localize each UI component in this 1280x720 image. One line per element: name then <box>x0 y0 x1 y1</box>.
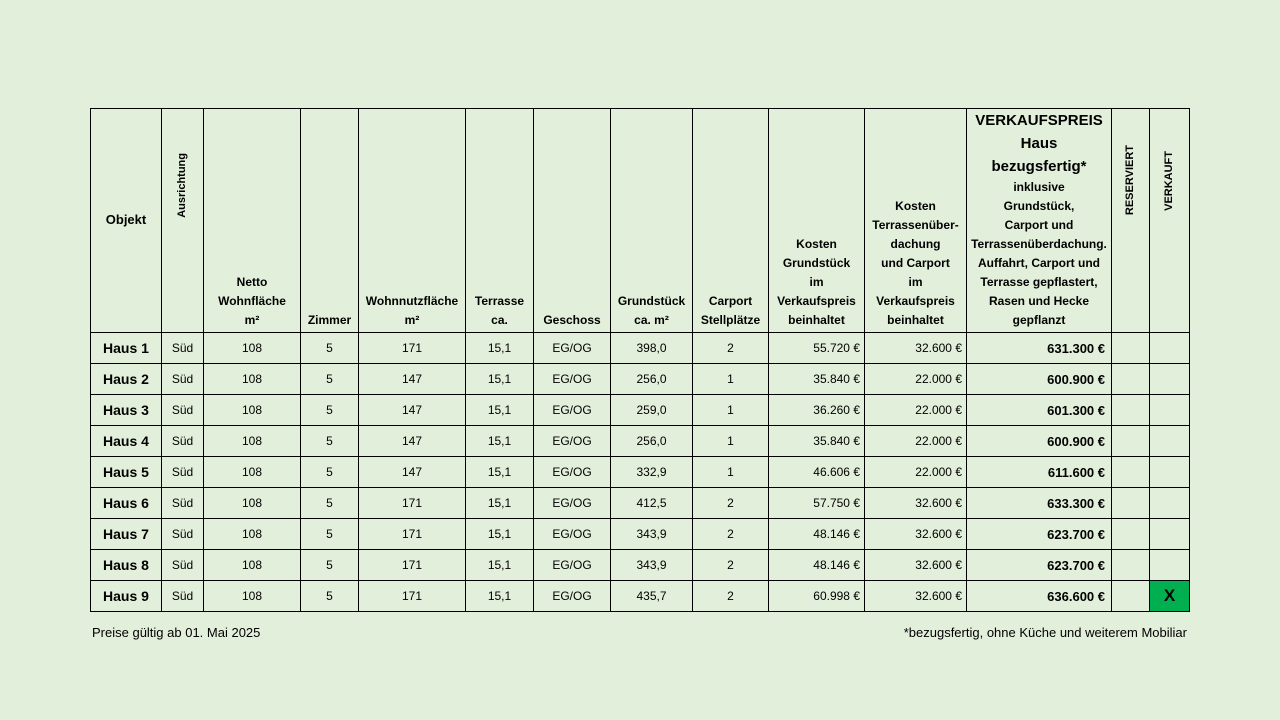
cell-floors: EG/OG <box>534 550 611 581</box>
header-usable-area-line: Wohnnutzfläche <box>365 294 459 308</box>
header-reserved <box>1112 109 1150 333</box>
price-table <box>90 108 1190 612</box>
cell-carport: 1 <box>693 426 769 457</box>
cell-object: Haus 2 <box>91 364 162 395</box>
cell-rooms: 5 <box>301 395 359 426</box>
price-validity-note: Preise gültig ab 01. Mai 2025 <box>92 625 261 640</box>
cell-terrace: 15,1 <box>466 519 534 550</box>
header-net-area <box>204 109 301 333</box>
cell-sale-price: 631.300 € <box>967 333 1112 364</box>
header-terrace-line: ca. <box>491 313 508 327</box>
header-sale-price-title: VERKAUFSPREIS <box>975 112 1103 129</box>
header-plot-line: Grundstück <box>617 294 686 308</box>
cell-net-area: 108 <box>204 426 301 457</box>
cell-sold <box>1150 550 1190 581</box>
cell-reserved <box>1112 364 1150 395</box>
cell-orientation: Süd <box>162 364 204 395</box>
cell-usable-area: 147 <box>359 364 466 395</box>
cell-floors: EG/OG <box>534 395 611 426</box>
cell-reserved <box>1112 457 1150 488</box>
cell-carport: 2 <box>693 581 769 612</box>
cell-object: Haus 7 <box>91 519 162 550</box>
cell-rooms: 5 <box>301 550 359 581</box>
cell-floors: EG/OG <box>534 426 611 457</box>
header-sold-label: VERKAUFT <box>1163 150 1175 211</box>
header-plot-cost-line: Kosten <box>796 237 837 251</box>
cell-terrace: 15,1 <box>466 550 534 581</box>
header-plot-cost <box>769 109 865 333</box>
cell-plot-cost: 60.998 € <box>769 581 865 612</box>
cell-net-area: 108 <box>204 550 301 581</box>
cell-terrace-cost: 32.600 € <box>865 488 967 519</box>
cell-floors: EG/OG <box>534 488 611 519</box>
header-plot-cost-line: Verkaufspreis <box>777 294 856 308</box>
header-floors: Geschoss <box>534 109 611 333</box>
cell-sale-price: 623.700 € <box>967 550 1112 581</box>
cell-plot: 343,9 <box>611 519 693 550</box>
cell-rooms: 5 <box>301 581 359 612</box>
cell-terrace: 15,1 <box>466 395 534 426</box>
cell-carport: 2 <box>693 488 769 519</box>
cell-usable-area: 147 <box>359 395 466 426</box>
header-net-area-line: Netto <box>236 275 268 289</box>
cell-sold <box>1150 364 1190 395</box>
cell-object: Haus 9 <box>91 581 162 612</box>
cell-usable-area: 171 <box>359 333 466 364</box>
cell-usable-area: 171 <box>359 519 466 550</box>
cell-terrace: 15,1 <box>466 364 534 395</box>
cell-terrace-cost: 32.600 € <box>865 550 967 581</box>
header-carport-line: Stellplätze <box>700 313 761 327</box>
cell-net-area: 108 <box>204 581 301 612</box>
table-body <box>91 333 1190 612</box>
cell-plot: 256,0 <box>611 426 693 457</box>
header-carport <box>693 109 769 333</box>
header-terrace-cost-line: Kosten <box>895 199 936 213</box>
table-row <box>91 333 1190 364</box>
header-terrace-cost-line: beinhaltet <box>887 313 944 327</box>
cell-carport: 1 <box>693 457 769 488</box>
header-plot-cost-line: beinhaltet <box>788 313 845 327</box>
cell-terrace: 15,1 <box>466 457 534 488</box>
cell-sale-price: 600.900 € <box>967 364 1112 395</box>
header-terrace-cost-line: Terrassenüber- <box>872 218 959 232</box>
cell-rooms: 5 <box>301 488 359 519</box>
cell-reserved <box>1112 519 1150 550</box>
header-terrace-cost-line: dachung <box>890 237 941 251</box>
cell-sale-price: 611.600 € <box>967 457 1112 488</box>
cell-plot: 398,0 <box>611 333 693 364</box>
cell-object: Haus 1 <box>91 333 162 364</box>
header-net-area-line: m² <box>244 313 260 327</box>
cell-object: Haus 4 <box>91 426 162 457</box>
cell-sale-price: 636.600 € <box>967 581 1112 612</box>
header-orientation-label: Ausrichtung <box>176 153 188 218</box>
cell-carport: 2 <box>693 550 769 581</box>
cell-plot-cost: 57.750 € <box>769 488 865 519</box>
cell-reserved <box>1112 426 1150 457</box>
header-orientation <box>162 109 204 333</box>
cell-terrace-cost: 22.000 € <box>865 426 967 457</box>
header-object: Objekt <box>91 109 162 333</box>
cell-object: Haus 8 <box>91 550 162 581</box>
cell-terrace: 15,1 <box>466 581 534 612</box>
header-sale-price-detail: inklusive <box>1013 180 1065 194</box>
cell-orientation: Süd <box>162 488 204 519</box>
cell-plot: 332,9 <box>611 457 693 488</box>
header-terrace-cost <box>865 109 967 333</box>
cell-net-area: 108 <box>204 457 301 488</box>
header-sale-price-detail: gepflanzt <box>1012 313 1066 327</box>
cell-sold <box>1150 519 1190 550</box>
cell-sold-marker: X <box>1150 581 1190 612</box>
header-plot-cost-line: im <box>809 275 824 289</box>
cell-plot-cost: 35.840 € <box>769 364 865 395</box>
cell-net-area: 108 <box>204 519 301 550</box>
header-terrace-line: Terrasse <box>474 294 525 308</box>
cell-carport: 1 <box>693 395 769 426</box>
cell-usable-area: 171 <box>359 488 466 519</box>
header-usable-area-line: m² <box>404 313 420 327</box>
cell-sold <box>1150 488 1190 519</box>
cell-rooms: 5 <box>301 364 359 395</box>
cell-sold <box>1150 457 1190 488</box>
header-plot <box>611 109 693 333</box>
table-row <box>91 457 1190 488</box>
cell-floors: EG/OG <box>534 457 611 488</box>
header-sale-price-detail: Auffahrt, Carport und <box>978 256 1100 270</box>
cell-orientation: Süd <box>162 519 204 550</box>
cell-net-area: 108 <box>204 488 301 519</box>
header-sold <box>1150 109 1190 333</box>
header-sale-price-detail: Rasen und Hecke <box>988 294 1090 308</box>
cell-orientation: Süd <box>162 426 204 457</box>
cell-carport: 1 <box>693 364 769 395</box>
cell-usable-area: 147 <box>359 457 466 488</box>
cell-orientation: Süd <box>162 550 204 581</box>
cell-object: Haus 5 <box>91 457 162 488</box>
cell-net-area: 108 <box>204 364 301 395</box>
cell-plot: 435,7 <box>611 581 693 612</box>
cell-rooms: 5 <box>301 519 359 550</box>
cell-terrace-cost: 32.600 € <box>865 333 967 364</box>
cell-plot-cost: 48.146 € <box>769 550 865 581</box>
cell-orientation: Süd <box>162 581 204 612</box>
header-plot-cost-line: Grundstück <box>782 256 851 270</box>
cell-sold <box>1150 426 1190 457</box>
cell-terrace: 15,1 <box>466 333 534 364</box>
header-net-area-line: Wohnfläche <box>218 294 286 308</box>
cell-usable-area: 171 <box>359 550 466 581</box>
header-sale-price-detail: Terrasse gepflastert, <box>980 275 1098 289</box>
header-usable-area <box>359 109 466 333</box>
table-row <box>91 488 1190 519</box>
header-sale-price-title: Haus <box>1020 135 1058 152</box>
cell-usable-area: 171 <box>359 581 466 612</box>
cell-terrace-cost: 32.600 € <box>865 581 967 612</box>
cell-rooms: 5 <box>301 457 359 488</box>
cell-terrace-cost: 32.600 € <box>865 519 967 550</box>
cell-sale-price: 601.300 € <box>967 395 1112 426</box>
header-terrace-cost-line: und Carport <box>881 256 950 270</box>
cell-orientation: Süd <box>162 333 204 364</box>
header-terrace <box>466 109 534 333</box>
table-row <box>91 550 1190 581</box>
cell-plot: 412,5 <box>611 488 693 519</box>
cell-sold <box>1150 395 1190 426</box>
header-sale-price <box>967 109 1112 333</box>
cell-carport: 2 <box>693 333 769 364</box>
cell-object: Haus 6 <box>91 488 162 519</box>
cell-sale-price: 623.700 € <box>967 519 1112 550</box>
header-reserved-label: RESERVIERT <box>1124 145 1136 216</box>
cell-rooms: 5 <box>301 333 359 364</box>
cell-plot-cost: 55.720 € <box>769 333 865 364</box>
header-sale-price-title: bezugsfertig* <box>991 158 1087 175</box>
cell-floors: EG/OG <box>534 519 611 550</box>
cell-reserved <box>1112 550 1150 581</box>
cell-reserved <box>1112 488 1150 519</box>
header-terrace-cost-line: Verkaufspreis <box>876 294 955 308</box>
cell-plot: 343,9 <box>611 550 693 581</box>
cell-floors: EG/OG <box>534 581 611 612</box>
table-row <box>91 581 1190 612</box>
cell-orientation: Süd <box>162 395 204 426</box>
header-plot-line: ca. m² <box>634 313 669 327</box>
cell-floors: EG/OG <box>534 333 611 364</box>
cell-orientation: Süd <box>162 457 204 488</box>
cell-plot-cost: 36.260 € <box>769 395 865 426</box>
table-row <box>91 426 1190 457</box>
table-row <box>91 395 1190 426</box>
cell-terrace: 15,1 <box>466 488 534 519</box>
cell-plot-cost: 46.606 € <box>769 457 865 488</box>
cell-plot-cost: 48.146 € <box>769 519 865 550</box>
cell-carport: 2 <box>693 519 769 550</box>
cell-terrace: 15,1 <box>466 426 534 457</box>
header-rooms: Zimmer <box>301 109 359 333</box>
cell-sale-price: 633.300 € <box>967 488 1112 519</box>
cell-plot: 259,0 <box>611 395 693 426</box>
cell-terrace-cost: 22.000 € <box>865 457 967 488</box>
cell-reserved <box>1112 333 1150 364</box>
cell-rooms: 5 <box>301 426 359 457</box>
cell-net-area: 108 <box>204 333 301 364</box>
cell-object: Haus 3 <box>91 395 162 426</box>
cell-reserved <box>1112 395 1150 426</box>
header-sale-price-detail: Terrassenüberdachung. <box>971 237 1107 251</box>
header-terrace-cost-line: im <box>908 275 923 289</box>
cell-plot-cost: 35.840 € <box>769 426 865 457</box>
cell-floors: EG/OG <box>534 364 611 395</box>
header-carport-line: Carport <box>708 294 753 308</box>
cell-usable-area: 147 <box>359 426 466 457</box>
header-sale-price-detail: Carport und <box>1004 218 1074 232</box>
cell-plot: 256,0 <box>611 364 693 395</box>
cell-terrace-cost: 22.000 € <box>865 364 967 395</box>
header-sale-price-detail: Grundstück, <box>1003 199 1075 213</box>
cell-reserved <box>1112 581 1150 612</box>
cell-sold <box>1150 333 1190 364</box>
table-row <box>91 364 1190 395</box>
cell-net-area: 108 <box>204 395 301 426</box>
header-row <box>91 109 1190 333</box>
table-row <box>91 519 1190 550</box>
cell-sale-price: 600.900 € <box>967 426 1112 457</box>
ready-to-move-footnote: *bezugsfertig, ohne Küche und weiterem Mobiliar <box>903 625 1187 640</box>
cell-terrace-cost: 22.000 € <box>865 395 967 426</box>
